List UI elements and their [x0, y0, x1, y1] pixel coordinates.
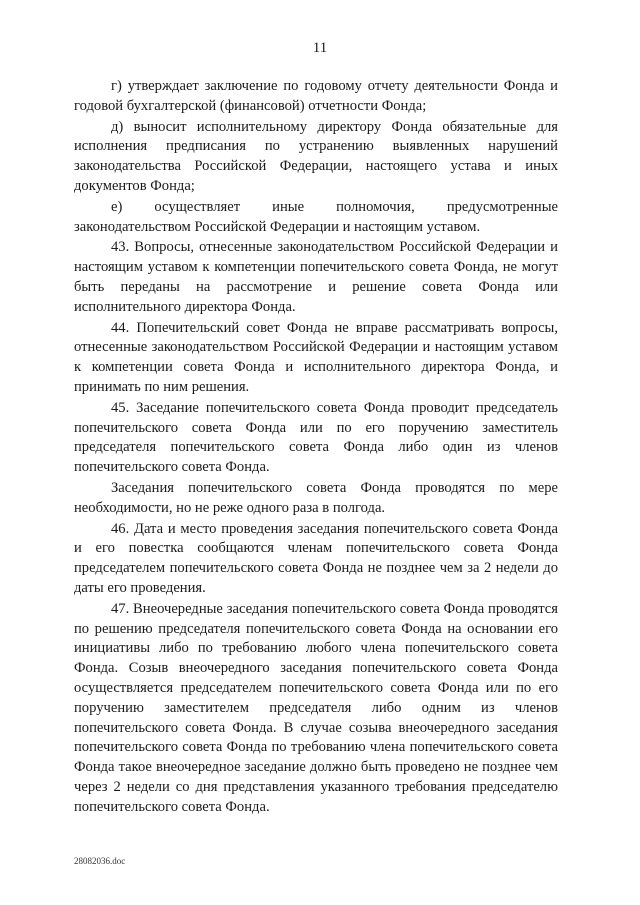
page-number: 11: [312, 40, 328, 56]
document-body: [74, 77, 558, 818]
paragraph-45: 45. Заседание попечительского совета Фонда проводит председатель попечительского совета Фонда или по его поручению заместитель председателя попечительского совета Фонда либо один из членов попечительского совета Фонда.: [74, 399, 558, 476]
paragraph-d: д) выносит исполнительному директору Фонда обязательные для исполнения предписания по устранению выявленных нарушений законодательства Российской Федерации, настоящего устава и иных документов Фонда;: [74, 118, 558, 194]
paragraph-47: 47. Внеочередные заседания попечительского совета Фонда проводятся по решению председателя попечительского совета Фонда на основании его инициативы либо по требованию любого члена попечительского совета Фонда. Созыв внеочередного заседания попечительского совета Фонда осуществляется председателем попечительского совета Фонда или по его поручению заместителем председателя либо одним из членов попечительского совета Фонда. В случае созыва внеочередного заседания попечительского совета Фонда по требованию члена попечительского совета Фонда такое внеочередное заседание должно быть проведено не позднее чем через 2 недели со дня представления указанного требования председателю попечительского совета Фонда.: [74, 600, 558, 815]
paragraph-46: 46. Дата и место проведения заседания попечительского совета Фонда и его повестка сообщаются членам попечительского совета Фонда председателем попечительского совета Фонда не позднее чем за 2 недели до даты его проведения.: [74, 520, 558, 596]
paragraph-g: г) утверждает заключение по годовому отчету деятельности Фонда и годовой бухгалтерской (финансовой) отчетности Фонда;: [74, 78, 558, 114]
paragraph-45-meetings: Заседания попечительского совета Фонда проводятся по мере необходимости, но не реже одного раза в полгода.: [74, 479, 558, 516]
paragraph-44: 44. Попечительский совет Фонда не вправе рассматривать вопросы, отнесенные законодательством Российской Федерации и настоящим уставом к компетенции совета Фонда и исполнительного директора Фонда, и принимать по ним решения.: [74, 319, 558, 395]
footer-file-code: 28082036.doc: [74, 856, 126, 866]
paragraph-43: 43. Вопросы, отнесенные законодательством Российской Федерации и настоящим уставом к компетенции попечительского совета Фонда, не могут быть переданы на рассмотрение и решение совета Фонда или исполнительного директора Фонда.: [74, 239, 558, 315]
paragraph-e: е) осуществляет иные полномочия, предусмотренные законодательством Российской Федерации и настоящим уставом.: [74, 198, 558, 235]
